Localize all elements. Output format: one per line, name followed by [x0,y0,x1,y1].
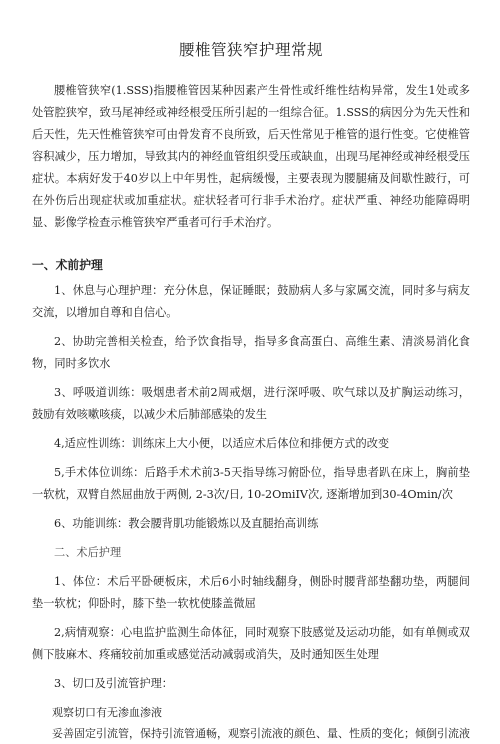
preop-item-6: 6、功能训练：教会腰背肌功能锻炼以及直腿抬高训练 [54,517,319,530]
preop-item-5: 5,手术体位训练：后路手术术前3-5天指导练习俯卧位，指导患者趴在床上，胸前垫一软枕，双臂自然屈曲放于两侧, 2-3次/日, 10-2OmiIV次, 逐渐增加到30-4Omin/次 [32,466,470,501]
intro-paragraph: 腰椎管狭窄(1.SSS)指腰椎管因某种因素产生骨性或纤维性结构异常，发生1处或多处管腔狭窄，致马尾神经或神经根受压所引起的一组综合征。1.SSS的病因分为先天性和后天性，先天性椎管狭窄可由骨发育不良所致，后天性常见于椎管的退行性变。它使椎管容积减少，压力增加，导致其内的神经血管组织受压或缺血，出现马尾神经或神经根受压症状。本病好发于40岁以上中年男性，起病缓慢，主要表现为腰腿痛及间歇性跛行，可在外伤后出现症状或加重症状。症状轻者可行非手术治疗。症状严重、神经功能障碍明显、影像学检查示椎管狭窄严重者可行手术治疗。 [32,84,470,229]
section-heading-postop: 二、术后护理 [54,546,122,559]
postop-line-1: 观察切口有无渗血渗液 [52,706,162,719]
postop-item-2: 2,病情观察：心电监护监测生命体征，同时观察下肢感觉及运动功能，如有单侧或双侧下肢麻木、疼痛较前加重或感觉活动减弱或消失，及时通知医生处理 [32,626,470,661]
postop-item-3: 3、切口及引流管护理： [54,677,173,690]
preop-item-4: 4,适应性训练：训练床上大小便，以适应术后体位和排便方式的改变 [54,437,390,450]
section-heading-preop: 一、术前护理 [32,258,103,272]
postop-line-2: 妥善固定引流管，保持引流管通畅，观察引流液的颜色、量、性质的变化；倾倒引流液 [52,727,470,740]
postop-item-1: 1、体位：术后平卧硬板床，术后6小时轴线翻身，侧卧时腰背部垫翻功垫，两腿间垫一软枕；仰卧时，膝下垫一软枕使膝盖微屈 [32,575,470,610]
preop-item-3: 3、呼吸道训练：吸烟患者术前2周戒烟，进行深呼吸、吹气球以及扩胸运动练习，鼓励有效咳嗽咳痰，以减少术后肺部感染的发生 [32,386,470,421]
preop-item-2: 2、协助完善相关检查，给予饮食指导，指导多食高蛋白、高维生素、清淡易消化食物，同时多饮水 [32,335,470,370]
preop-item-1: 1、休息与心理护理：充分休息，保证睡眠；鼓励病人多与家属交流，同时多与病友交流，以增加自尊和自信心。 [32,284,470,319]
document-title: 腰椎管狭窄护理常规 [178,41,323,59]
